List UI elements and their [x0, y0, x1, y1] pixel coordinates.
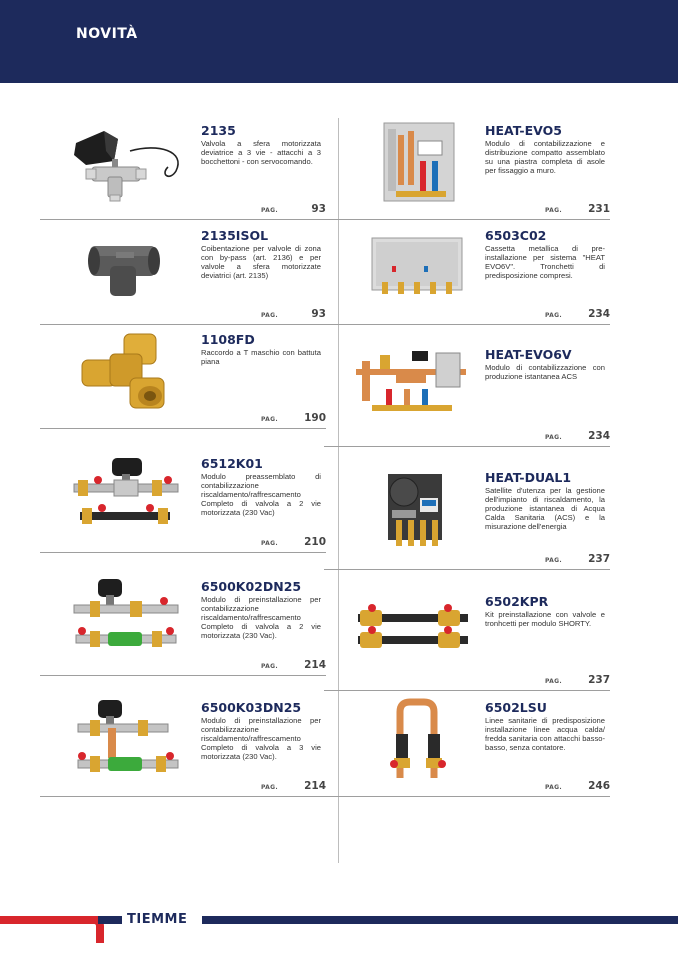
product-code: HEAT-EVO5 — [485, 123, 562, 138]
product-item-2135[interactable] — [68, 121, 326, 219]
product-code: 1108FD — [201, 332, 255, 347]
product-code: 6512K01 — [201, 456, 263, 471]
page-label: PAG. — [261, 416, 278, 423]
product-item-1108fd[interactable] — [68, 330, 326, 428]
item-divider — [324, 690, 610, 691]
motorized-3way-valve-icon — [68, 121, 186, 205]
page-number: 234 — [588, 430, 610, 442]
item-divider — [40, 428, 326, 429]
product-item-heat-evo6v[interactable] — [352, 345, 610, 446]
item-divider — [40, 796, 326, 797]
page-label: PAG. — [261, 540, 278, 547]
product-code: 2135ISOL — [201, 228, 269, 243]
page-number: 237 — [588, 674, 610, 686]
product-description: Satellite d'utenza per la gestione dell'impianto di riscaldamento, la produzione istantanea di Acqua Calda Sanitaria (ACS) e la misurazione dell'energia — [485, 486, 605, 532]
footer-red-stripe — [0, 916, 98, 924]
page-label: PAG. — [545, 434, 562, 441]
product-description: Coibentazione per valvole di zona con by-pass (art. 2136) e per valvole a sfera motorizzate deviatrici (art. 2135) — [201, 244, 321, 281]
header-title: NOVITÀ — [76, 26, 138, 42]
product-code: 6503C02 — [485, 228, 547, 243]
page-label: PAG. — [261, 207, 278, 214]
product-description: Cassetta metallica di pre-installazione per sistema "HEAT EVO6V". Tronchetti di predisposizione compresi. — [485, 244, 605, 281]
product-code: 2135 — [201, 123, 236, 138]
page-label: PAG. — [261, 784, 278, 791]
product-description: Kit preinstallazione con valvole e tronhcetti per modulo SHORTY. — [485, 610, 605, 629]
brass-tee-fitting-icon — [68, 330, 186, 414]
item-divider — [40, 219, 326, 220]
product-item-6500k03dn25[interactable] — [68, 698, 326, 796]
page-number: 190 — [304, 412, 326, 424]
column-divider — [338, 118, 339, 863]
page-number: 234 — [588, 308, 610, 320]
product-description: Modulo di contabilizzazione con produzione istantanea ACS — [485, 363, 605, 382]
valve-module-2way-icon — [68, 454, 186, 538]
heat-evo6v-module-icon — [352, 345, 470, 429]
page-number: 214 — [304, 659, 326, 671]
heat-evo5-module-icon — [352, 121, 470, 205]
page-number: 210 — [304, 536, 326, 548]
page-number: 93 — [311, 203, 326, 215]
valve-insulation-icon — [68, 226, 186, 310]
product-code: HEAT-DUAL1 — [485, 470, 572, 485]
item-divider — [324, 219, 610, 220]
item-divider — [40, 675, 326, 676]
page-label: PAG. — [261, 663, 278, 670]
product-description: Modulo di preinstallazione per contabilizzazione riscaldamento/raffrescamento Completo di valvola a 3 vie motorizzata (230 Vac). — [201, 716, 321, 762]
product-code: 6502KPR — [485, 594, 549, 609]
item-divider — [324, 324, 610, 325]
product-description: Linee sanitarie di predisposizione installazione linee acqua calda/ fredda sanitaria con attacchi basso-basso, senza contatore. — [485, 716, 605, 753]
page-label: PAG. — [545, 207, 562, 214]
product-description: Raccordo a T maschio con battuta piana — [201, 348, 321, 367]
page-label: PAG. — [261, 312, 278, 319]
preinstall-module-3way-icon — [68, 698, 186, 782]
product-description: Modulo preassemblato di contabilizzazione riscaldamento/raffrescamento Completo di valvola a 2 vie motorizzata (230 Vac) — [201, 472, 321, 518]
page-label: PAG. — [545, 312, 562, 319]
item-divider — [40, 324, 326, 325]
product-item-heat-dual1[interactable] — [352, 468, 610, 569]
preinstall-kit-icon — [352, 592, 470, 676]
page-label: PAG. — [545, 557, 562, 564]
item-divider — [40, 552, 326, 553]
page-number: 214 — [304, 780, 326, 792]
item-divider — [324, 796, 610, 797]
item-divider — [324, 446, 610, 447]
tiemme-logo: TIEMME — [127, 912, 188, 927]
product-description: Modulo di contabilizzazione e distribuzione compatto assemblato su una piastra completa di asole per fissaggio a muro. — [485, 139, 605, 176]
page-number: 231 — [588, 203, 610, 215]
product-item-6503c02[interactable] — [352, 226, 610, 324]
product-item-6500k02dn25[interactable] — [68, 577, 326, 675]
preinstall-module-2way-icon — [68, 577, 186, 661]
product-item-2135isol[interactable] — [68, 226, 326, 324]
footer-navy-stripe-right — [202, 916, 678, 924]
product-item-heat-evo5[interactable] — [352, 121, 610, 219]
product-item-6502kpr[interactable] — [352, 592, 610, 690]
product-description: Modulo di preinstallazione per contabilizzazione riscaldamento/raffrescamento Completo di valvola a 2 vie motorizzata (230 Vac). — [201, 595, 321, 641]
product-item-6512k01[interactable] — [68, 454, 326, 552]
page-header — [0, 0, 678, 83]
product-code: HEAT-EVO6V — [485, 347, 572, 362]
page-label: PAG. — [545, 678, 562, 685]
heat-dual1-satellite-icon — [352, 468, 470, 552]
footer-navy-stripe-left — [98, 916, 122, 924]
product-code: 6500K03DN25 — [201, 700, 302, 715]
sanitary-lines-icon — [352, 698, 470, 782]
product-code: 6500K02DN25 — [201, 579, 302, 594]
page-number: 246 — [588, 780, 610, 792]
page-label: PAG. — [545, 784, 562, 791]
product-code: 6502LSU — [485, 700, 547, 715]
page-number: 237 — [588, 553, 610, 565]
page-number: 93 — [311, 308, 326, 320]
product-item-6502lsu[interactable] — [352, 698, 610, 796]
item-divider — [324, 569, 610, 570]
product-description: Valvola a sfera motorizzata deviatrice a 3 vie - attacchi a 3 bocchettoni - con servocomando. — [201, 139, 321, 167]
metal-cabinet-icon — [352, 226, 470, 310]
